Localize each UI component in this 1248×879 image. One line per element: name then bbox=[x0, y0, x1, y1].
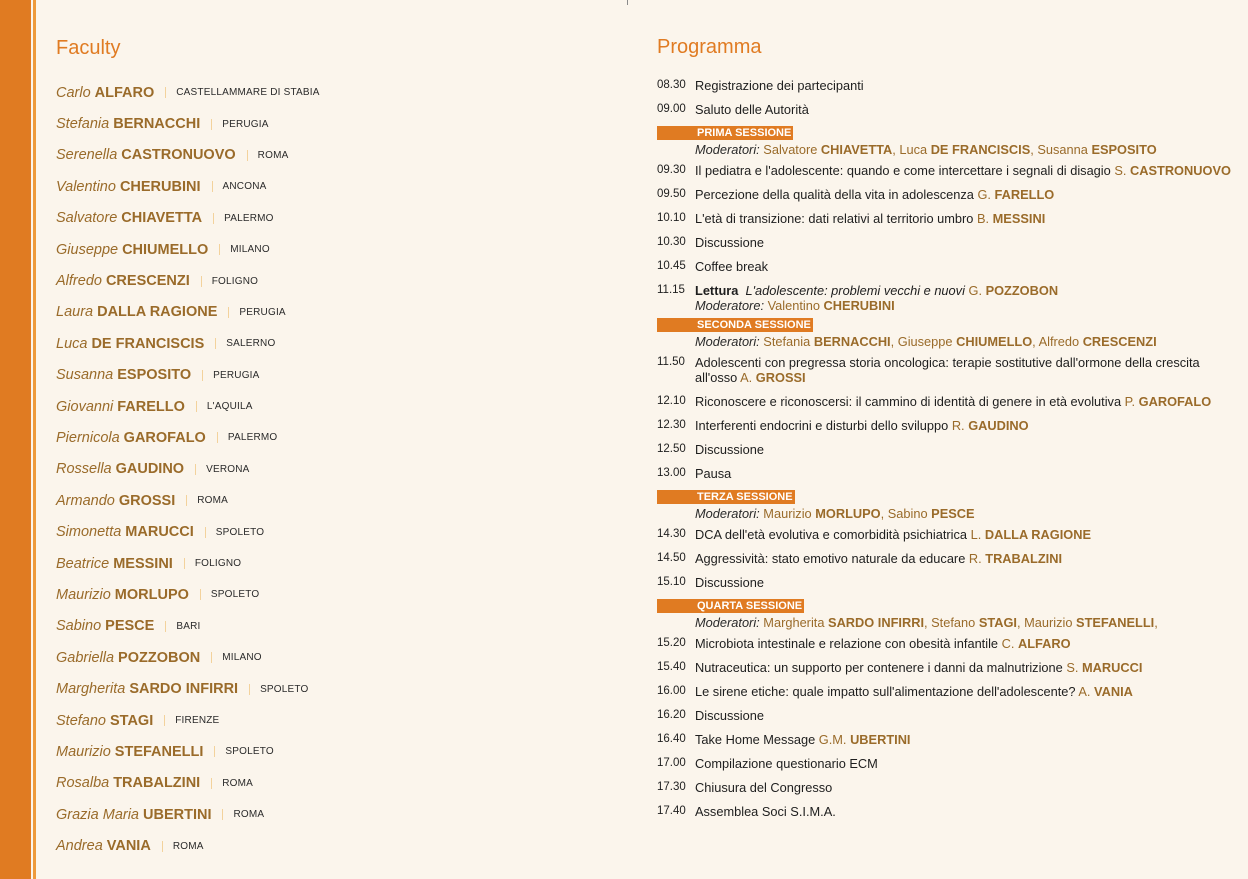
faculty-city: PERUGIA bbox=[239, 306, 286, 318]
lettura-label: Lettura bbox=[695, 283, 739, 298]
speaker-name: ALFARO bbox=[1017, 636, 1071, 651]
faculty-last-name: DE FRANCISCIS bbox=[91, 335, 205, 352]
faculty-last-name: PESCE bbox=[105, 618, 155, 635]
faculty-city: SALERNO bbox=[226, 338, 276, 350]
faculty-last-name: FARELLO bbox=[117, 398, 185, 415]
speaker-initial: G.M. bbox=[818, 732, 847, 747]
program-text: Take Home Message bbox=[695, 732, 816, 747]
moderator-first-name: Sabino bbox=[887, 506, 928, 521]
lettura-title: L'adolescente: problemi vecchi e nuovi bbox=[745, 283, 965, 298]
moderator-last-name: CHIAVETTA bbox=[820, 142, 893, 157]
program-time: 12.50 bbox=[657, 443, 686, 455]
faculty-first-name: Maurizio bbox=[56, 586, 111, 603]
program-time: 09.30 bbox=[657, 164, 686, 176]
moderator-separator: , bbox=[890, 334, 898, 349]
session-moderators bbox=[657, 615, 1232, 630]
faculty-separator bbox=[247, 150, 248, 161]
speaker-name: UBERTINI bbox=[850, 732, 911, 747]
faculty-separator bbox=[201, 276, 202, 287]
program-text: Assemblea Soci S.I.M.A. bbox=[695, 804, 836, 819]
faculty-separator bbox=[196, 401, 197, 412]
faculty-separator bbox=[202, 370, 203, 381]
faculty-item bbox=[56, 140, 596, 171]
lettura-moderator bbox=[695, 298, 1232, 313]
faculty-city: PERUGIA bbox=[213, 369, 260, 381]
faculty-city: ROMA bbox=[257, 149, 289, 161]
faculty-item bbox=[56, 642, 596, 673]
faculty-first-name: Giovanni bbox=[56, 398, 114, 415]
faculty-city: CASTELLAMMARE DI STABIA bbox=[176, 87, 320, 99]
program-time: 15.20 bbox=[657, 637, 686, 649]
faculty-item bbox=[56, 391, 596, 422]
faculty-item bbox=[56, 611, 596, 642]
moderator-separator: , bbox=[1032, 334, 1039, 349]
program-text: Nutraceutica: un supporto per contenere i danni da malnutrizione bbox=[695, 660, 1063, 675]
moderator-separator: , bbox=[1016, 615, 1025, 630]
programma-title: Programma bbox=[657, 36, 762, 58]
program-row bbox=[657, 575, 1232, 590]
faculty-first-name: Stefania bbox=[56, 116, 110, 133]
faculty-city: BARI bbox=[176, 620, 201, 632]
session-header-bar bbox=[657, 126, 1232, 140]
faculty-city: FOLIGNO bbox=[211, 275, 259, 287]
program-text: Riconoscere e riconoscersi: il cammino di identità di genere in età evolutiva bbox=[695, 394, 1122, 409]
program-time: 11.15 bbox=[657, 284, 685, 296]
faculty-first-name: Beatrice bbox=[56, 555, 110, 572]
session-label: QUARTA SESSIONE bbox=[697, 600, 803, 612]
faculty-first-name: Grazia Maria bbox=[56, 806, 139, 823]
left-accent-stripe bbox=[33, 0, 36, 879]
program-time: 15.40 bbox=[657, 661, 686, 673]
moderator-separator: , bbox=[924, 615, 932, 630]
faculty-last-name: SARDO INFIRRI bbox=[129, 681, 239, 698]
program-row bbox=[657, 442, 1232, 457]
faculty-first-name: Margherita bbox=[56, 681, 126, 698]
faculty-first-name: Simonetta bbox=[56, 524, 122, 541]
session-seconda bbox=[657, 318, 1232, 349]
session-label: PRIMA SESSIONE bbox=[697, 127, 792, 139]
faculty-last-name: MESSINI bbox=[113, 555, 173, 572]
speaker-initial: S. bbox=[1066, 660, 1079, 675]
faculty-item bbox=[56, 328, 596, 359]
faculty-first-name: Gabriella bbox=[56, 649, 115, 666]
moderator-last-name: DE FRANCISCIS bbox=[930, 142, 1031, 157]
faculty-first-name: Salvatore bbox=[56, 210, 118, 227]
faculty-item bbox=[56, 548, 596, 579]
faculty-separator bbox=[195, 464, 196, 475]
speaker-name: CASTRONUOVO bbox=[1129, 163, 1231, 178]
speaker-name: DALLA RAGIONE bbox=[984, 527, 1092, 542]
faculty-city: ANCONA bbox=[222, 181, 267, 193]
moderator-last-name: SARDO INFIRRI bbox=[828, 615, 925, 630]
moderator-name: CHERUBINI bbox=[823, 298, 895, 313]
speaker-initial: L. bbox=[970, 527, 982, 542]
moderator-separator: , bbox=[1030, 142, 1038, 157]
faculty-first-name: Rossella bbox=[56, 461, 112, 478]
program-time: 16.40 bbox=[657, 733, 686, 745]
program-text: Aggressività: stato emotivo naturale da educare bbox=[695, 551, 966, 566]
program-row bbox=[657, 466, 1232, 481]
faculty-separator bbox=[211, 778, 212, 789]
faculty-separator bbox=[222, 809, 223, 820]
moderator-names bbox=[763, 334, 1156, 349]
program-row bbox=[657, 187, 1232, 202]
moderators-label: Moderatori: bbox=[695, 334, 760, 349]
program-time: 12.10 bbox=[657, 395, 686, 407]
faculty-separator bbox=[228, 307, 229, 318]
program-text: Discussione bbox=[695, 442, 764, 457]
faculty-city: PERUGIA bbox=[222, 118, 269, 130]
page-fold-mark bbox=[627, 0, 628, 5]
faculty-last-name: GAUDINO bbox=[115, 461, 185, 478]
speaker-name: POZZOBON bbox=[985, 283, 1059, 298]
program-row bbox=[657, 102, 1232, 117]
faculty-last-name: MARUCCI bbox=[125, 524, 194, 541]
faculty-last-name: CHIAVETTA bbox=[121, 210, 203, 227]
faculty-city: SPOLETO bbox=[225, 746, 274, 758]
faculty-separator bbox=[211, 119, 212, 130]
faculty-first-name: Serenella bbox=[56, 147, 118, 164]
session-bar-lead bbox=[657, 490, 695, 504]
program-time: 11.50 bbox=[657, 356, 685, 368]
faculty-city: ROMA bbox=[197, 495, 229, 507]
faculty-separator bbox=[162, 841, 163, 852]
faculty-first-name: Luca bbox=[56, 335, 88, 352]
faculty-city: ROMA bbox=[172, 840, 204, 852]
faculty-separator bbox=[212, 181, 213, 192]
faculty-last-name: STEFANELLI bbox=[114, 743, 204, 760]
moderator-label: Moderatore: bbox=[695, 298, 764, 313]
speaker-initial: G. bbox=[977, 187, 991, 202]
faculty-city: ROMA bbox=[222, 777, 254, 789]
moderator-names bbox=[763, 506, 974, 521]
faculty-city: SPOLETO bbox=[260, 683, 309, 695]
moderator-last-name: PESCE bbox=[931, 506, 975, 521]
moderators-label: Moderatori: bbox=[695, 615, 760, 630]
faculty-city: MILANO bbox=[222, 652, 262, 664]
moderators-label: Moderatori: bbox=[695, 506, 760, 521]
program-row bbox=[657, 684, 1232, 699]
session-prima bbox=[657, 126, 1232, 157]
faculty-last-name: MORLUPO bbox=[114, 586, 189, 603]
left-orange-band bbox=[0, 0, 31, 879]
program-text: Chiusura del Congresso bbox=[695, 780, 833, 795]
faculty-city: FIRENZE bbox=[175, 715, 220, 726]
moderator-first-name: Margherita bbox=[763, 615, 825, 630]
speaker-name: MARUCCI bbox=[1082, 660, 1143, 675]
program-text: Discussione bbox=[695, 235, 764, 250]
faculty-last-name: POZZOBON bbox=[118, 649, 201, 666]
program-row bbox=[657, 660, 1232, 675]
faculty-last-name: ESPOSITO bbox=[117, 367, 192, 384]
faculty-city: PALERMO bbox=[224, 212, 274, 224]
session-header-bar bbox=[657, 490, 1232, 504]
program-row bbox=[657, 551, 1232, 566]
moderator-last-name: BERNACCHI bbox=[813, 334, 891, 349]
speaker-initial: A. bbox=[740, 370, 753, 385]
faculty-city: L'AQUILA bbox=[206, 401, 253, 413]
session-bar-lead bbox=[657, 318, 695, 332]
moderator-names bbox=[763, 142, 1156, 157]
faculty-title: Faculty bbox=[56, 37, 121, 59]
faculty-last-name: TRABALZINI bbox=[113, 775, 201, 792]
moderator-first-name: Maurizio bbox=[763, 506, 812, 521]
faculty-separator bbox=[186, 495, 187, 506]
program-time: 09.50 bbox=[657, 188, 686, 200]
speaker-name: MESSINI bbox=[992, 211, 1046, 226]
program-row bbox=[657, 259, 1232, 274]
faculty-list bbox=[56, 77, 596, 862]
faculty-section bbox=[56, 36, 596, 862]
program-text: Registrazione dei partecipanti bbox=[695, 78, 864, 93]
speaker-name: TRABALZINI bbox=[985, 551, 1063, 566]
moderator-last-name: MORLUPO bbox=[815, 506, 881, 521]
faculty-city: PALERMO bbox=[227, 432, 278, 444]
programma-list bbox=[657, 78, 1232, 819]
moderator-last-name: ESPOSITO bbox=[1091, 142, 1157, 157]
faculty-separator bbox=[200, 589, 201, 600]
programma-section bbox=[657, 35, 1232, 828]
speaker-name: VANIA bbox=[1094, 684, 1133, 699]
session-label: SECONDA SESSIONE bbox=[697, 319, 811, 331]
moderator-last-name: STEFANELLI bbox=[1076, 615, 1155, 630]
program-text: Pausa bbox=[695, 466, 732, 481]
moderator-first-name: Alfredo bbox=[1038, 334, 1080, 349]
program-text: Interferenti endocrini e disturbi dello sviluppo bbox=[695, 418, 949, 433]
program-row bbox=[657, 211, 1232, 226]
faculty-item bbox=[56, 516, 596, 547]
speaker-initial: S. bbox=[1114, 163, 1127, 178]
moderator-first-name: Salvatore bbox=[763, 142, 818, 157]
faculty-item bbox=[56, 736, 596, 767]
faculty-separator bbox=[164, 715, 165, 726]
faculty-item bbox=[56, 768, 596, 799]
faculty-first-name: Carlo bbox=[56, 84, 91, 101]
program-text: Percezione della qualità della vita in adolescenza bbox=[695, 187, 974, 202]
faculty-item bbox=[56, 422, 596, 453]
moderator-separator: , bbox=[1154, 615, 1158, 630]
moderator-first-name: Maurizio bbox=[1024, 615, 1073, 630]
program-time: 09.00 bbox=[657, 103, 686, 115]
faculty-item bbox=[56, 297, 596, 328]
faculty-city: ROMA bbox=[233, 809, 265, 821]
faculty-first-name: Maurizio bbox=[56, 743, 111, 760]
faculty-first-name: Sabino bbox=[56, 618, 102, 635]
program-row bbox=[657, 527, 1232, 542]
program-time: 08.30 bbox=[657, 79, 686, 91]
program-time: 14.50 bbox=[657, 552, 686, 564]
moderator-first-name: Stefania bbox=[763, 334, 811, 349]
program-row bbox=[657, 355, 1232, 385]
faculty-separator bbox=[215, 338, 216, 349]
program-time: 16.00 bbox=[657, 685, 686, 697]
program-row bbox=[657, 235, 1232, 250]
faculty-first-name: Andrea bbox=[56, 838, 103, 855]
faculty-last-name: ALFARO bbox=[94, 84, 155, 101]
program-row bbox=[657, 78, 1232, 93]
faculty-last-name: GROSSI bbox=[118, 492, 176, 509]
faculty-item bbox=[56, 705, 596, 736]
program-row bbox=[657, 163, 1232, 178]
faculty-separator bbox=[214, 746, 215, 757]
faculty-first-name: Stefano bbox=[56, 712, 106, 729]
faculty-item bbox=[56, 579, 596, 610]
session-label: TERZA SESSIONE bbox=[697, 491, 793, 503]
faculty-item bbox=[56, 234, 596, 265]
faculty-item bbox=[56, 265, 596, 296]
faculty-item bbox=[56, 360, 596, 391]
speaker-initial: R. bbox=[951, 418, 965, 433]
program-time: 10.45 bbox=[657, 260, 686, 272]
speaker-initial: C. bbox=[1001, 636, 1015, 651]
speaker-name: GROSSI bbox=[755, 370, 806, 385]
program-text: Coffee break bbox=[695, 259, 769, 274]
program-text: Compilazione questionario ECM bbox=[695, 756, 878, 771]
program-time: 17.00 bbox=[657, 757, 686, 769]
faculty-last-name: CHIUMELLO bbox=[122, 241, 209, 258]
faculty-item bbox=[56, 171, 596, 202]
program-time: 16.20 bbox=[657, 709, 686, 721]
session-header-bar bbox=[657, 599, 1232, 613]
program-text: Discussione bbox=[695, 708, 764, 723]
faculty-first-name: Susanna bbox=[56, 367, 114, 384]
session-moderators bbox=[657, 506, 1232, 521]
speaker-initial: G. bbox=[968, 283, 982, 298]
faculty-item bbox=[56, 485, 596, 516]
program-row bbox=[657, 804, 1232, 819]
faculty-separator bbox=[213, 213, 214, 224]
faculty-last-name: CHERUBINI bbox=[119, 178, 201, 195]
faculty-first-name: Laura bbox=[56, 304, 94, 321]
speaker-name: FARELLO bbox=[994, 187, 1055, 202]
program-text: Il pediatra e l'adolescente: quando e come intercettare i segnali di disagio bbox=[695, 163, 1111, 178]
session-bar-lead bbox=[657, 599, 695, 613]
faculty-last-name: STAGI bbox=[110, 712, 154, 729]
program-row bbox=[657, 780, 1232, 795]
program-text: Saluto delle Autorità bbox=[695, 102, 809, 117]
faculty-first-name: Giuseppe bbox=[56, 241, 119, 258]
faculty-first-name: Valentino bbox=[56, 178, 116, 195]
program-time: 14.30 bbox=[657, 528, 686, 540]
faculty-last-name: UBERTINI bbox=[143, 806, 212, 823]
session-bar-lead bbox=[657, 126, 695, 140]
moderator-separator: , bbox=[880, 506, 888, 521]
program-row bbox=[657, 732, 1232, 747]
moderator-initial: Valentino bbox=[767, 298, 820, 313]
moderator-first-name: Stefano bbox=[931, 615, 976, 630]
faculty-item bbox=[56, 77, 596, 108]
faculty-city: MILANO bbox=[230, 244, 270, 256]
moderator-first-name: Giuseppe bbox=[897, 334, 953, 349]
program-text: Microbiota intestinale e relazione con obesità infantile bbox=[695, 636, 999, 651]
moderator-first-name: Susanna bbox=[1037, 142, 1088, 157]
program-time: 17.30 bbox=[657, 781, 686, 793]
program-time: 10.30 bbox=[657, 236, 686, 248]
session-moderators bbox=[657, 142, 1232, 157]
program-row bbox=[657, 394, 1232, 409]
program-time: 12.30 bbox=[657, 419, 686, 431]
speaker-initial: P. bbox=[1124, 394, 1136, 409]
faculty-separator bbox=[217, 432, 218, 443]
session-terza bbox=[657, 490, 1232, 521]
faculty-city: SPOLETO bbox=[215, 526, 265, 538]
speaker-name: GAUDINO bbox=[968, 418, 1029, 433]
program-row bbox=[657, 418, 1232, 433]
program-time: 17.40 bbox=[657, 805, 686, 817]
moderator-last-name: STAGI bbox=[978, 615, 1017, 630]
moderator-first-name: Luca bbox=[899, 142, 928, 157]
moderator-last-name: CHIUMELLO bbox=[956, 334, 1033, 349]
moderator-names bbox=[763, 615, 1158, 630]
faculty-first-name: Piernicola bbox=[56, 429, 120, 446]
faculty-last-name: BERNACCHI bbox=[113, 116, 201, 133]
program-text: Le sirene etiche: quale impatto sull'alimentazione dell'adolescente? bbox=[695, 684, 1076, 699]
moderator-separator: , bbox=[892, 142, 900, 157]
faculty-first-name: Armando bbox=[56, 492, 115, 509]
faculty-last-name: VANIA bbox=[106, 838, 151, 855]
faculty-last-name: CASTRONUOVO bbox=[121, 147, 236, 164]
faculty-separator bbox=[211, 652, 212, 663]
faculty-separator bbox=[184, 558, 185, 569]
faculty-item bbox=[56, 830, 596, 861]
faculty-item bbox=[56, 108, 596, 139]
session-quarta bbox=[657, 599, 1232, 630]
faculty-separator bbox=[219, 244, 220, 255]
program-time: 10.10 bbox=[657, 212, 686, 224]
faculty-item bbox=[56, 799, 596, 830]
session-header-bar bbox=[657, 318, 1232, 332]
faculty-separator bbox=[165, 621, 166, 632]
faculty-separator bbox=[249, 684, 250, 695]
program-row bbox=[657, 756, 1232, 771]
program-row bbox=[657, 708, 1232, 723]
faculty-item bbox=[56, 203, 596, 234]
moderator-last-name: CRESCENZI bbox=[1082, 334, 1157, 349]
program-text: Adolescenti con pregressa storia oncologica: terapie sostitutive dall'ormone della crescita all'osso bbox=[695, 355, 1200, 385]
faculty-city: FOLIGNO bbox=[194, 558, 242, 570]
faculty-last-name: CRESCENZI bbox=[105, 273, 190, 290]
faculty-last-name: GAROFALO bbox=[123, 429, 206, 446]
program-text: Discussione bbox=[695, 575, 764, 590]
faculty-first-name: Alfredo bbox=[56, 273, 102, 290]
program-text: DCA dell'età evolutiva e comorbidità psichiatrica bbox=[695, 527, 968, 542]
speaker-initial: R. bbox=[968, 551, 982, 566]
faculty-first-name: Rosalba bbox=[56, 775, 110, 792]
moderators-label: Moderatori: bbox=[695, 142, 760, 157]
faculty-separator bbox=[205, 527, 206, 538]
speaker-initial: A. bbox=[1078, 684, 1091, 699]
speaker-initial: B. bbox=[976, 211, 990, 226]
program-row bbox=[657, 636, 1232, 651]
faculty-item bbox=[56, 673, 596, 704]
session-moderators bbox=[657, 334, 1232, 349]
faculty-city: VERONA bbox=[206, 463, 250, 475]
speaker-name: GAROFALO bbox=[1138, 394, 1212, 409]
program-time: 13.00 bbox=[657, 467, 686, 479]
faculty-city: SPOLETO bbox=[210, 589, 260, 601]
program-row-lettura bbox=[657, 283, 1232, 313]
faculty-separator bbox=[165, 87, 166, 98]
program-text: L'età di transizione: dati relativi al territorio umbro bbox=[695, 211, 974, 226]
faculty-last-name: DALLA RAGIONE bbox=[97, 304, 218, 321]
faculty-item bbox=[56, 454, 596, 485]
program-time: 15.10 bbox=[657, 576, 686, 588]
